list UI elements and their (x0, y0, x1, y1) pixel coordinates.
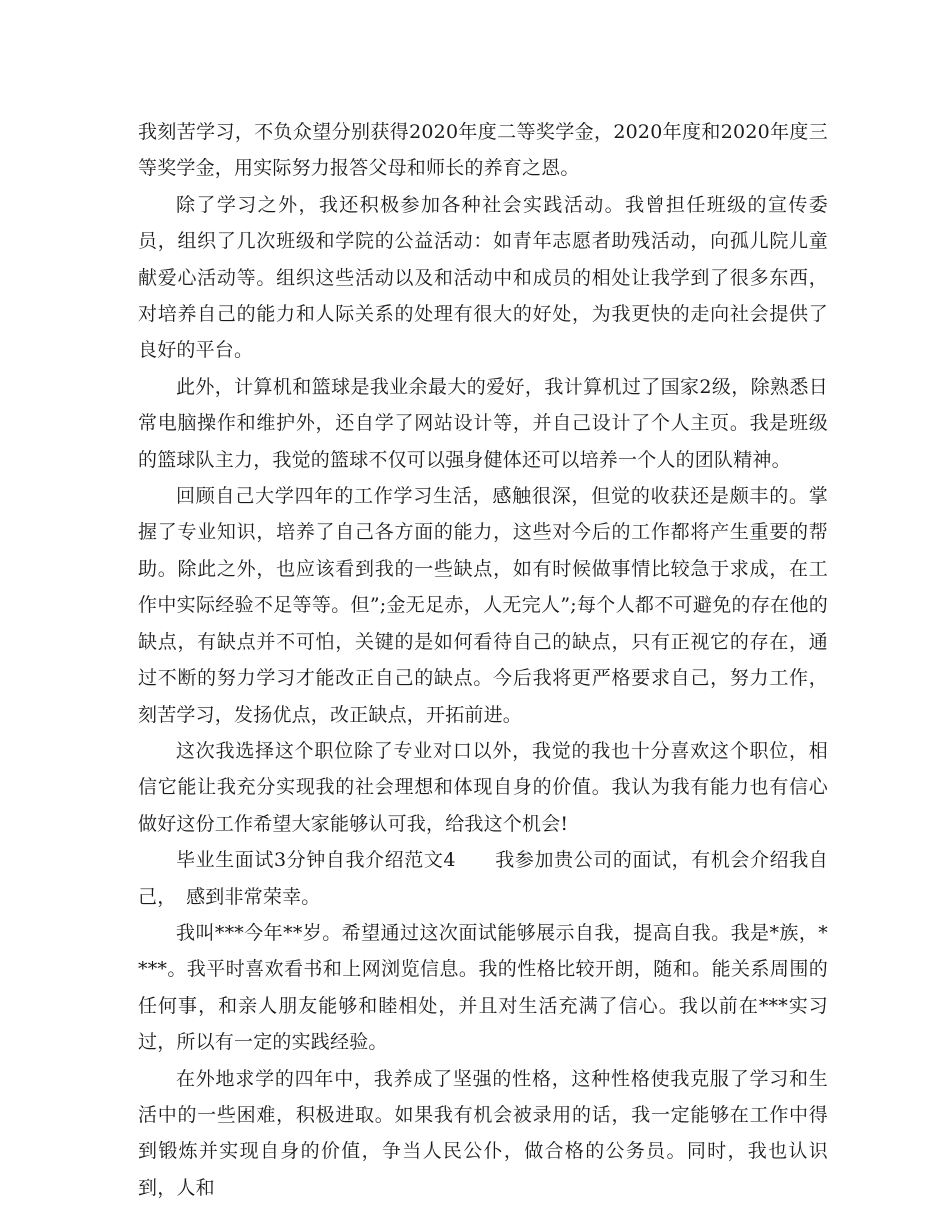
paragraph-1: 我刻苦学习，不负众望分别获得2020年度二等奖学金，2020年度和2020年度三等奖学金，用实际努力报答父母和师长的养育之恩。 (138, 121, 828, 180)
paragraph-3: 此外，计算机和篮球是我业余最大的爱好，我计算机过了国家2级，除熟悉日常电脑操作和维护外，还自学了网站设计等，并自己设计了个人主页。我是班级的篮球队主力，我觉的篮球不仅可以强身健体还可以培养一个人的团队精神。 (138, 375, 828, 471)
paragraph-4: 回顾自己大学四年的工作学习生活，感触很深，但觉的收获还是颇丰的。掌握了专业知识，培养了自己各方面的能力，这些对今后的工作都将产生重要的帮助。除此之外，也应该看到我的一些缺点，如有时候做事情比较急于求成，在工作中实际经验不足等等。但”;金无足赤，人无完人”;每个人都不可避免的存在他的缺点，有缺点并不可怕，关键的是如何看待自己的缺点，只有正视它的存在，通过不断的努力学习才能改正自己的缺点。今后我将更严格要求自己，努力工作，刻苦学习，发扬优点，改正缺点，开拓前进。 (138, 485, 828, 726)
document-body (138, 114, 828, 1206)
paragraph-7: 我叫***今年**岁。希望通过这次面试能够展示自我，提高自我。我是*族，****。我平时喜欢看书和上网浏览信息。我的性格比较开朗，随和。能关系周围的任何事，和亲人朋友能够和睦相处，并且对生活充满了信心。我以前在***实习过，所以有一定的实践经验。 (138, 921, 828, 1054)
paragraph-6: 毕业生面试3分钟自我介绍范文4 我参加贵公司的面试，有机会介绍我自己， 感到非常荣幸。 (138, 849, 828, 908)
paragraph-5: 这次我选择这个职位除了专业对口以外，我觉的我也十分喜欢这个职位，相信它能让我充分实现我的社会理想和体现自身的价值。我认为我有能力也有信心做好这份工作希望大家能够认可我，给我这个机会! (138, 739, 828, 835)
paragraph-2: 除了学习之外，我还积极参加各种社会实践活动。我曾担任班级的宣传委员，组织了几次班级和学院的公益活动：如青年志愿者助残活动，向孤儿院儿童献爱心活动等。组织这些活动以及和活动中和成员的相处让我学到了很多东西，对培养自己的能力和人际关系的处理有很大的好处，为我更快的走向社会提供了良好的平台。 (138, 193, 828, 362)
paragraph-8: 在外地求学的四年中，我养成了坚强的性格，这种性格使我克服了学习和生活中的一些困难，积极进取。如果我有机会被录用的话，我一定能够在工作中得到锻炼并实现自身的价值，争当人民公仆，做合格的公务员。同时，我也认识到，人和 (138, 1067, 828, 1199)
